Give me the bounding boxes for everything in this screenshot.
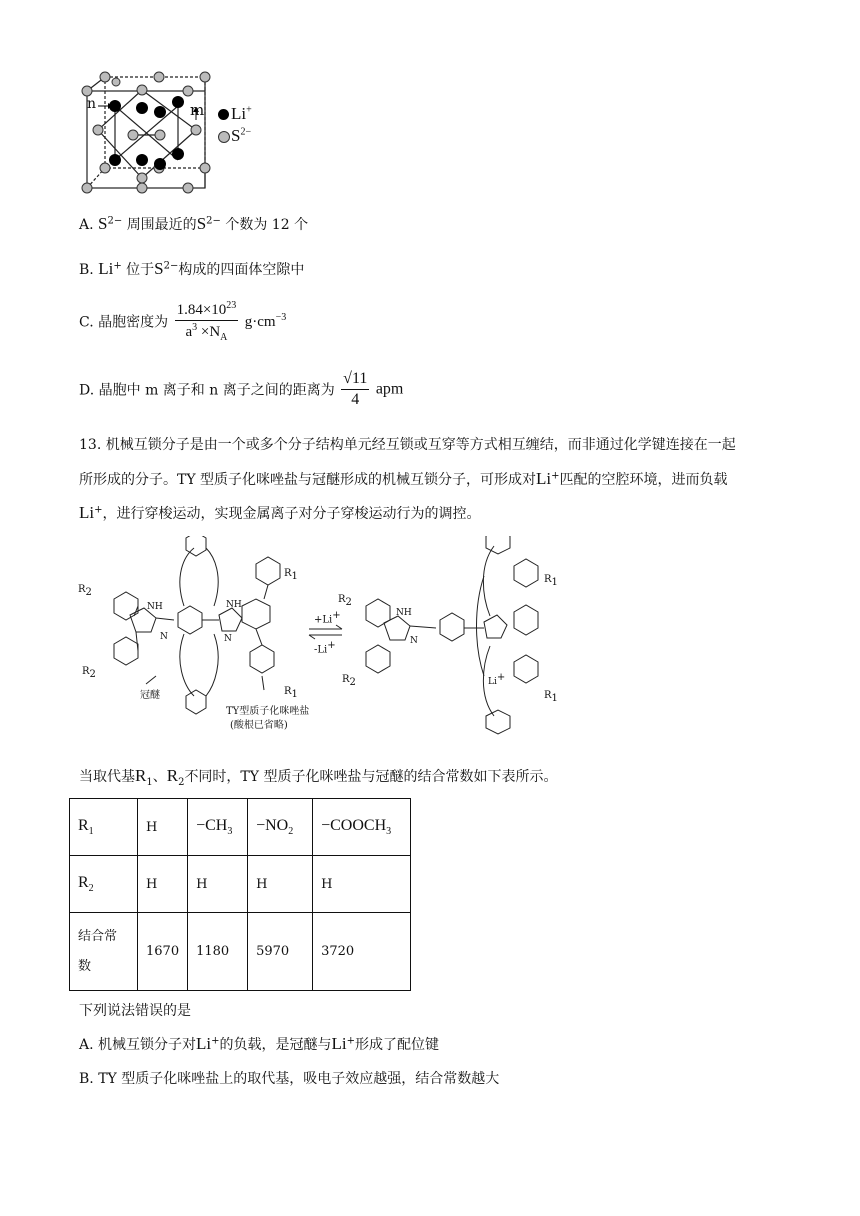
table-cell: H [138,799,188,856]
label-m: m [190,101,205,119]
table-cell: H [188,856,248,913]
table-cell: H [313,856,411,913]
r1-label-bottom-right: $R_1$ [544,690,558,704]
table-row-r2 [70,856,411,913]
q13-line2: 所形成的分子。TY 型质子化咪唑盐与冠醚形成的机械互锁分子，可形成对Li+匹配的空腔环境，进而负载 [79,469,728,488]
r2-label-bottom-right: $R_2$ [342,674,356,688]
option-a: A. $S^{2-}$ 周围最近的$S^{2-}$ 个数为 12 个 [79,214,309,233]
crown-ether-label: 冠醚 [140,690,160,701]
arrow-remove-li: -Li+ [314,640,336,656]
table-cell: $-NO_2$ [248,799,313,856]
r1-label-bottom-left: $R_1$ [284,686,298,700]
table-cell: 5970 [248,913,313,991]
ty-label: TY型质子化咪唑盐 [226,706,310,717]
distance-fraction: $\frac{√11}{4}$ [343,370,368,408]
table-row-binding [70,913,411,991]
scheme-drawing [74,536,774,748]
option-d: D. 晶胞中 m 离子和 n 离子之间的距离为 $\frac{√11}{4}$ apm [79,370,404,408]
nh-label-right: NH [396,608,412,618]
arrow-add-li: +Li+ [314,610,341,626]
table-cell: H [248,856,313,913]
legend-li-label: Li+ [231,104,252,123]
n-label-left-2: N [224,634,232,644]
q13-option-a: A. 机械互锁分子对Li+的负载，是冠醚与Li+形成了配位键 [79,1034,440,1053]
table-intro: 当取代基$R_1$、$R_2$不同时，TY 型质子化咪唑盐与冠醚的结合常数如下表所示。 [79,766,558,788]
table-cell: 1180 [188,913,248,991]
n-label-right: N [410,636,418,646]
ty-note: (酸根已省略) [230,720,288,731]
legend-s-dot [218,131,230,143]
r2-label-top-left: $R_2$ [78,584,92,598]
label-n: n [87,96,97,112]
table-cell: 1670 [138,913,188,991]
nh-label-left-2: NH [226,600,242,610]
table-cell: $-CH_3$ [188,799,248,856]
r2-label-top-right: $R_2$ [338,594,352,608]
r2-label-bottom-left: $R_2$ [82,666,96,680]
legend-s-label: $S^{2-}$ [231,126,252,145]
row-header-r2: $R_2$ [70,856,138,913]
table-row-r1 [70,799,411,856]
row-header-binding: 结合常 数 [70,913,138,991]
li-inner-label: Li+ [488,672,506,687]
q13-line3: Li+，进行穿梭运动，实现金属离子对分子穿梭运动行为的调控。 [79,503,481,522]
table-cell: $-COOCH_3$ [313,799,411,856]
binding-constant-table [69,798,411,991]
n-label-left-1: N [160,632,168,642]
density-fraction: $\frac{1.84\times 10^{23}}{a^3 \times N_A}$ [176,300,237,343]
q13-option-b: B. TY 型质子化咪唑盐上的取代基，吸电子效应越强，结合常数越大 [79,1071,500,1087]
table-cell: H [138,856,188,913]
r1-label-top-right: $R_1$ [544,574,558,588]
q13-prompt: 下列说法错误的是 [79,1003,191,1019]
row-header-r1: $R_1$ [70,799,138,856]
table-cell: 3720 [313,913,411,991]
q13-line1: 13. 机械互锁分子是由一个或多个分子结构单元经互锁或互穿等方式相互缠结，而非通过化学键连接在一起 [79,437,736,453]
option-c: C. 晶胞密度为 $\frac{1.84\times 10^{23}}{a^3 \times N_A}$ $g\cdot cm^{-3}$ [79,300,287,343]
r1-label-top-left: $R_1$ [284,568,298,582]
option-b: B. Li+ 位于$S^{2-}$构成的四面体空隙中 [79,259,305,278]
crystal-figure [78,68,278,198]
nh-label-left-1: NH [147,602,163,612]
legend-li-dot [218,109,229,120]
reaction-scheme [74,536,774,748]
